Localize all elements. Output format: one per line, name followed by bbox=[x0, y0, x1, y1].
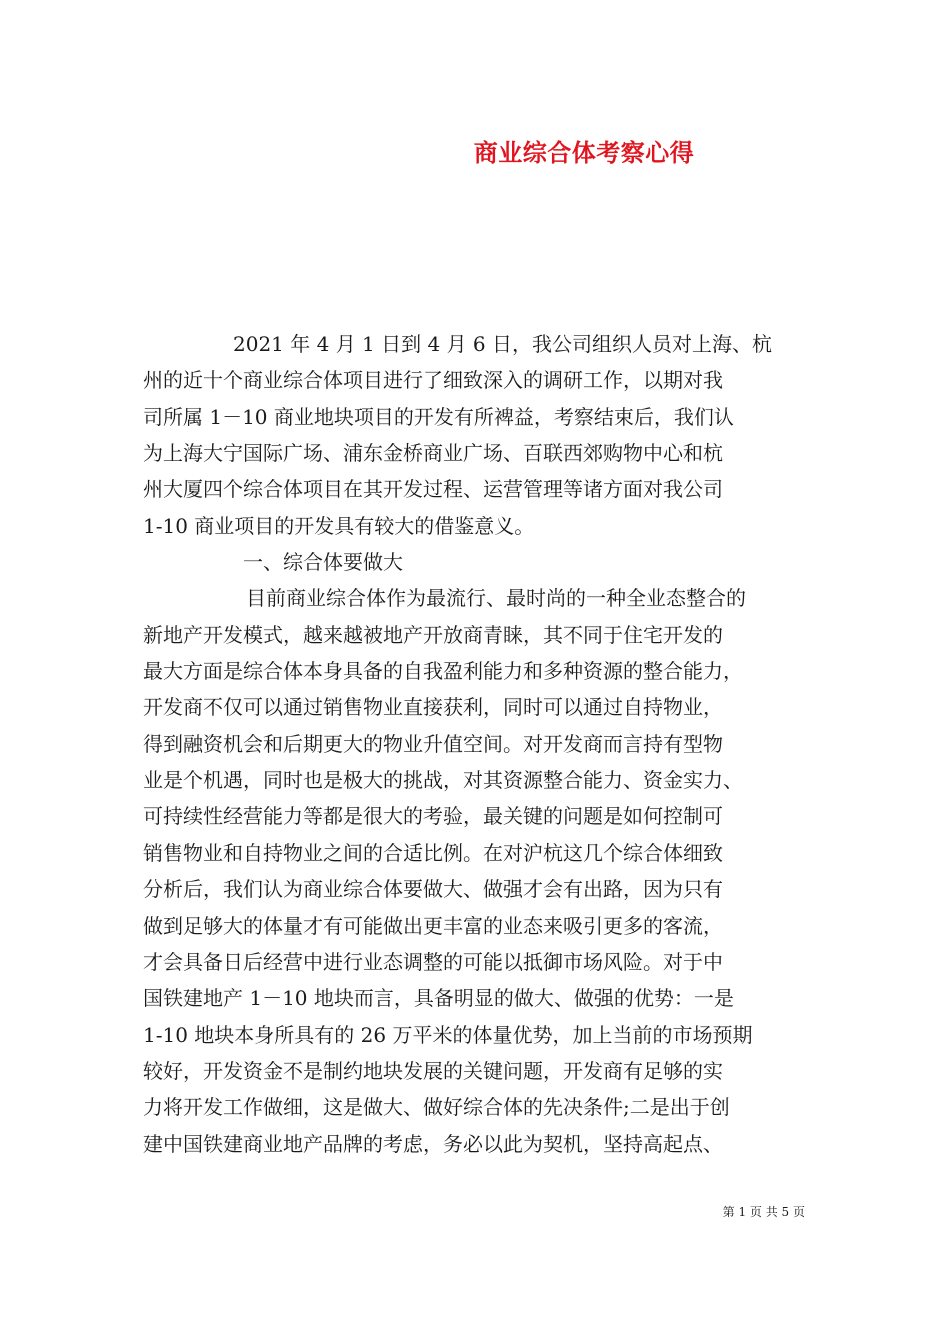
text-line: 司所属 1－10 商业地块项目的开发有所裨益，考察结束后，我们认 bbox=[143, 404, 734, 429]
document-title: 商业综合体考察心得 bbox=[473, 138, 695, 167]
text-line: 销售物业和自持物业之间的合适比例。在对沪杭这几个综合体细致 bbox=[143, 840, 723, 865]
document-body bbox=[143, 326, 833, 1162]
text-line: 开发商不仅可以通过销售物业直接获利，同时可以通过自持物业， bbox=[143, 695, 723, 720]
text-line: 做到足够大的体量才有可能做出更丰富的业态来吸引更多的客流， bbox=[143, 913, 723, 938]
text-line: 国铁建地产 1－10 地块而言，具备明显的做大、做强的优势：一是 bbox=[143, 986, 734, 1011]
text-line: 1-10 商业项目的开发具有较大的借鉴意义。 bbox=[143, 513, 535, 538]
text-line: 最大方面是综合体本身具备的自我盈利能力和多种资源的整合能力， bbox=[143, 659, 743, 684]
text-line: 得到融资机会和后期更大的物业升值空间。对开发商而言持有型物 bbox=[143, 731, 723, 756]
text-line: 较好，开发资金不是制约地块发展的关键问题，开发商有足够的实 bbox=[143, 1058, 723, 1083]
text-line: 2021 年 4 月 1 日到 4 月 6 日，我公司组织人员对上海、杭 bbox=[233, 332, 773, 356]
text-line: 可持续性经营能力等都是很大的考验，最关键的问题是如何控制可 bbox=[143, 804, 723, 829]
text-line: 才会具备日后经营中进行业态调整的可能以抵御市场风险。对于中 bbox=[143, 949, 723, 974]
text-line: 为上海大宁国际广场、浦东金桥商业广场、百联西郊购物中心和杭 bbox=[143, 441, 723, 466]
text-line: 力将开发工作做细，这是做大、做好综合体的先决条件;二是出于创 bbox=[143, 1095, 730, 1120]
text-line: 业是个机遇，同时也是极大的挑战，对其资源整合能力、资金实力、 bbox=[143, 768, 743, 793]
text-line: 目前商业综合体作为最流行、最时尚的一种全业态整合的 bbox=[246, 586, 746, 611]
section-heading: 一、综合体要做大 bbox=[243, 550, 403, 575]
text-line: 分析后，我们认为商业综合体要做大、做强才会有出路，因为只有 bbox=[143, 877, 723, 902]
page-number-footer: 第 1 页 共 5 页 bbox=[722, 1205, 805, 1219]
text-line: 1-10 地块本身所具有的 26 万平米的体量优势，加上当前的市场预期 bbox=[143, 1022, 753, 1047]
text-line: 建中国铁建商业地产品牌的考虑，务必以此为契机，坚持高起点、 bbox=[143, 1131, 723, 1156]
text-line: 新地产开发模式，越来越被地产开放商青睐，其不同于住宅开发的 bbox=[143, 622, 723, 647]
text-line: 州的近十个商业综合体项目进行了细致深入的调研工作，以期对我 bbox=[143, 368, 723, 393]
text-line: 州大厦四个综合体项目在其开发过程、运营管理等诸方面对我公司 bbox=[143, 477, 723, 502]
